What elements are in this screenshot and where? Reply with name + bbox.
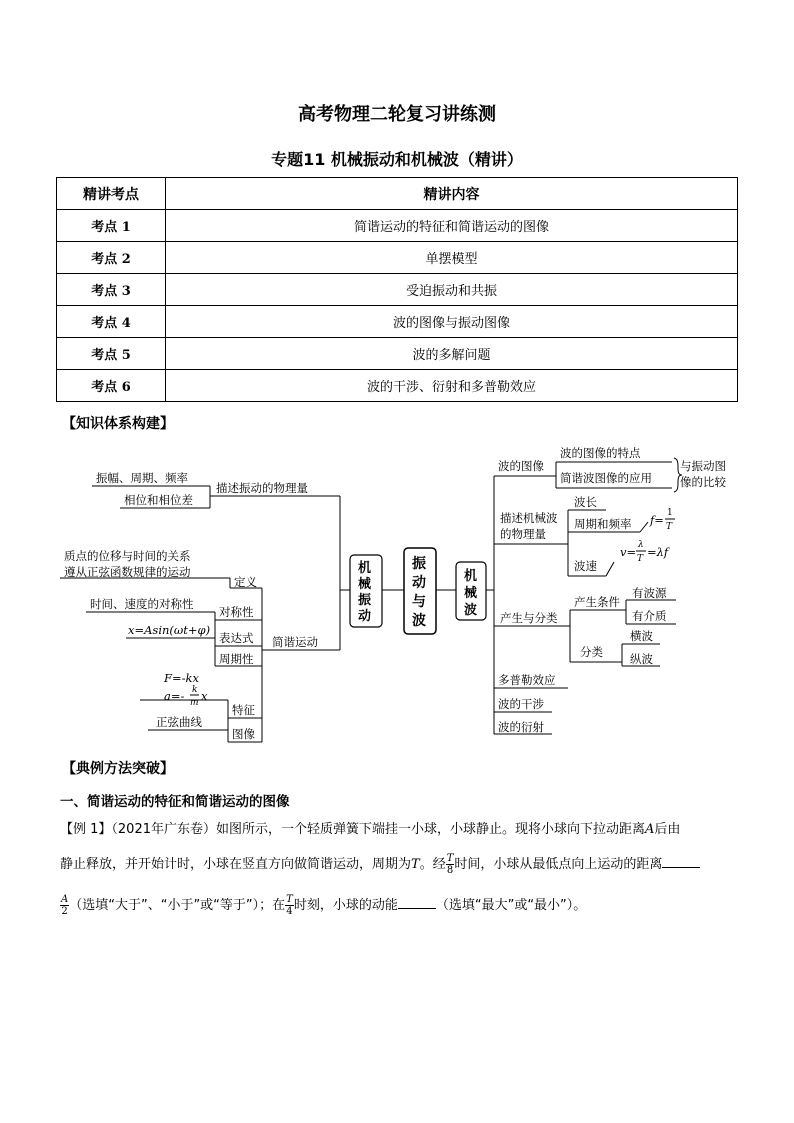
wave-describe-label-1: 描述机械波 xyxy=(500,511,558,525)
table-cell-content: 波的干涉、衍射和多普勒效应 xyxy=(166,370,738,402)
table-header-content: 精讲内容 xyxy=(166,178,738,210)
example-text-3a: （选填“大于”、“小于”或“等于”）；在 xyxy=(69,898,286,913)
shm-expression-text: x=Asin(ωt+φ) xyxy=(128,623,211,637)
shm-label: 简谐运动 xyxy=(272,635,318,649)
shm-expression-label: 表达式 xyxy=(219,631,254,645)
left-hub-char-3: 振 xyxy=(358,593,372,608)
shm-periodicity-label: 周期性 xyxy=(219,652,254,666)
wave-wavelength: 波长 xyxy=(574,495,597,509)
formula-speed-tail: =λf xyxy=(647,545,669,559)
right-hub-char-1: 机 xyxy=(464,569,478,584)
variable-a: A xyxy=(645,822,655,837)
example-text-2a: 静止释放，并开始计时，小球在竖直方向做简谐运动，周期为 xyxy=(60,857,412,872)
wave-interference: 波的干涉 xyxy=(498,697,544,711)
variable-t: T xyxy=(411,857,420,872)
formula-frequency: f= xyxy=(650,513,664,527)
connector-line xyxy=(606,562,614,576)
wave-describe-label-2: 的物理量 xyxy=(500,527,546,541)
methods-heading: 【典例方法突破】 xyxy=(62,761,174,777)
fraction-denominator: 8 xyxy=(446,865,454,876)
example-text-3b: 时刻，小球的动能 xyxy=(293,898,398,913)
table-cell-point: 考点 2 xyxy=(57,242,166,274)
wave-type-longitudinal: 纵波 xyxy=(630,652,653,666)
wave-graph-feature: 波的图像的特点 xyxy=(560,446,641,460)
describe-item-phase: 相位和相位差 xyxy=(124,493,193,507)
shm-symmetry-text: 时间、速度的对称性 xyxy=(90,597,194,611)
answer-blank-1[interactable] xyxy=(662,853,700,868)
wave-compare-2: 像的比较 xyxy=(680,475,726,489)
shm-feature-accel-num: k xyxy=(192,685,198,695)
topics-table xyxy=(56,177,738,402)
shm-def-text-2: 遵从正弦函数规律的运动 xyxy=(64,565,191,579)
shm-feature-accel-tail: x xyxy=(201,689,208,703)
fraction-numerator: A xyxy=(61,894,69,905)
knowledge-heading: 【知识体系构建】 xyxy=(62,416,174,432)
center-char-2: 动 xyxy=(412,575,426,591)
formula-speed-num: λ xyxy=(638,540,644,550)
example-text-1-tail: 后由 xyxy=(654,822,681,837)
table-cell-content: 受迫振动和共振 xyxy=(166,274,738,306)
wave-compare-1: 与振动图 xyxy=(680,459,726,473)
document-title: 高考物理二轮复习讲练测 xyxy=(298,104,496,125)
table-row xyxy=(57,210,738,242)
shm-symmetry-label: 对称性 xyxy=(219,605,254,619)
table-cell-content: 单摆模型 xyxy=(166,242,738,274)
wave-graph-label: 波的图像 xyxy=(498,459,544,473)
left-hub-char-1: 机 xyxy=(358,561,372,576)
wave-period-frequency: 周期和频率 xyxy=(574,517,632,531)
wave-diffraction: 波的衍射 xyxy=(498,720,544,734)
right-hub-char-3: 波 xyxy=(464,603,478,618)
left-hub-char-4: 动 xyxy=(358,609,372,624)
shm-graph-label: 图像 xyxy=(232,727,255,741)
example-line-3 xyxy=(60,893,740,918)
formula-frequency-num: 1 xyxy=(667,508,673,518)
connector-line xyxy=(640,522,648,532)
left-hub-char-2: 械 xyxy=(358,577,372,592)
table-row xyxy=(57,338,738,370)
shm-feature-accel-den: m xyxy=(190,698,199,708)
shm-def-label: 定义 xyxy=(234,575,257,589)
fraction-t-over-4 xyxy=(285,894,294,917)
example-source: （2021年广东卷） xyxy=(111,822,216,837)
example-text-2b: 。经 xyxy=(419,857,446,872)
right-hub-char-2: 械 xyxy=(464,586,478,601)
shm-def-text-1: 质点的位移与时间的关系 xyxy=(64,549,191,563)
table-cell-content: 简谐运动的特征和简谐运动的图像 xyxy=(166,210,738,242)
wave-graph-application: 简谐波图像的应用 xyxy=(560,471,652,485)
center-char-3: 与 xyxy=(412,594,426,610)
table-row xyxy=(57,274,738,306)
example-text-1: 如图所示，一个轻质弹簧下端挂一小球，小球静止。现将小球向下拉动距离 xyxy=(216,822,646,837)
document-subtitle: 专题11 机械振动和机械波（精讲） xyxy=(271,150,523,169)
fraction-numerator: T xyxy=(286,894,293,905)
formula-speed: v= xyxy=(620,545,637,559)
fraction-denominator: 2 xyxy=(61,906,68,917)
wave-type-transverse: 横波 xyxy=(630,629,653,643)
wave-production-label: 产生与分类 xyxy=(500,611,558,625)
center-char-1: 振 xyxy=(412,556,426,572)
fraction-numerator: T xyxy=(446,853,454,864)
answer-blank-2[interactable] xyxy=(398,894,436,909)
table-cell-content: 波的图像与振动图像 xyxy=(166,306,738,338)
table-cell-point: 考点 4 xyxy=(57,306,166,338)
wave-conditions-label: 产生条件 xyxy=(574,595,620,609)
table-cell-point: 考点 1 xyxy=(57,210,166,242)
table-row xyxy=(57,242,738,274)
table-cell-point: 考点 5 xyxy=(57,338,166,370)
example-line-2 xyxy=(60,852,740,877)
table-cell-content: 波的多解问题 xyxy=(166,338,738,370)
shm-feature-force: F=-kx xyxy=(164,671,199,685)
example-line-1 xyxy=(60,817,740,842)
shm-feature-accel: a=- xyxy=(164,689,185,703)
table-row xyxy=(57,370,738,402)
describe-item-amplitude: 振幅、周期、频率 xyxy=(96,471,188,485)
describe-label: 描述振动的物理量 xyxy=(216,481,308,495)
table-cell-point: 考点 3 xyxy=(57,274,166,306)
example-text-3c: （选填“最大”或“最小”）。 xyxy=(435,898,587,913)
shm-graph-text: 正弦曲线 xyxy=(156,715,202,729)
fraction-denominator: 4 xyxy=(286,906,293,917)
table-cell-point: 考点 6 xyxy=(57,370,166,402)
wave-condition-source: 有波源 xyxy=(632,586,667,600)
table-header-row xyxy=(57,178,738,210)
wave-speed: 波速 xyxy=(574,559,597,573)
wave-condition-medium: 有介质 xyxy=(632,609,667,623)
wave-doppler: 多普勒效应 xyxy=(498,673,556,687)
center-char-4: 波 xyxy=(412,613,426,629)
example-label: 【例 1】 xyxy=(60,822,112,837)
shm-feature-label: 特征 xyxy=(232,703,255,717)
formula-frequency-den: T xyxy=(666,522,673,532)
fraction-a-over-2 xyxy=(60,894,69,917)
wave-classification-label: 分类 xyxy=(580,645,603,659)
formula-speed-den: T xyxy=(637,554,644,564)
table-header-point: 精讲考点 xyxy=(57,178,166,210)
knowledge-mindmap xyxy=(0,430,794,750)
section-title: 一、简谐运动的特征和简谐运动的图像 xyxy=(60,794,290,810)
table-row xyxy=(57,306,738,338)
example-text-2c: 时间，小球从最低点向上运动的距离 xyxy=(454,857,663,872)
